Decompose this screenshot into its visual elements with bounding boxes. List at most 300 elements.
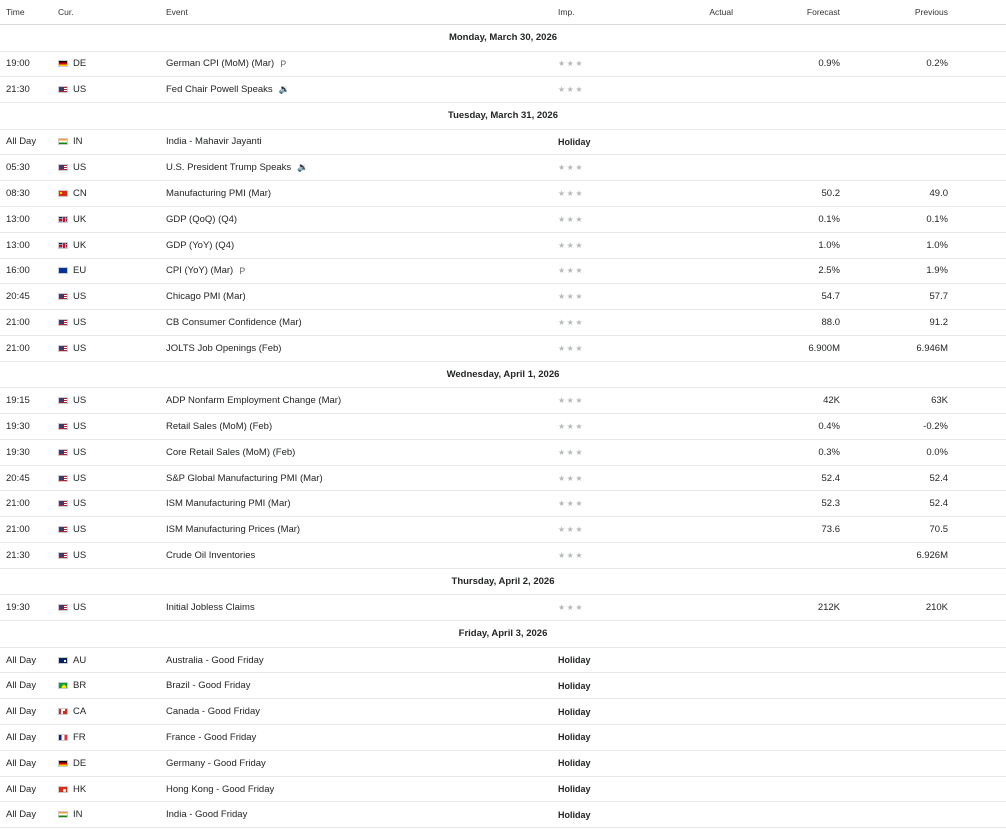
event-importance: [558, 673, 648, 698]
event-time: 21:00: [6, 498, 30, 510]
event-time: All Day: [6, 706, 37, 718]
event-forecast: 42K: [823, 395, 840, 407]
event-time: 19:00: [6, 58, 30, 70]
event-row[interactable]: [0, 517, 1006, 543]
header-time[interactable]: Time: [6, 7, 25, 17]
event-currency: [58, 130, 158, 155]
event-actual: [680, 673, 733, 698]
event-time: 05:30: [6, 162, 30, 174]
currency-code: IN: [73, 136, 83, 148]
event-currency: [58, 310, 158, 335]
event-currency: [58, 673, 158, 698]
header-currency[interactable]: Cur.: [58, 7, 74, 17]
event-time: 21:00: [6, 524, 30, 536]
event-forecast: [740, 673, 840, 698]
importance-stars-icon: ★★★: [558, 266, 585, 276]
importance-stars-icon: ★★★: [558, 189, 585, 199]
event-currency: [58, 388, 158, 413]
header-importance[interactable]: Imp.: [558, 7, 575, 17]
event-importance: [558, 802, 648, 827]
event-name-cell: [166, 52, 546, 77]
event-currency: [58, 52, 158, 77]
event-importance: [558, 491, 648, 516]
event-forecast: 88.0: [821, 317, 840, 329]
currency-code: US: [73, 162, 87, 174]
event-actual: [680, 181, 733, 206]
event-name-cell: [166, 181, 546, 206]
event-forecast: [740, 802, 840, 827]
event-previous: [848, 725, 948, 750]
importance-stars-icon: ★★★: [558, 603, 585, 613]
flag-us-icon: [58, 449, 68, 456]
holiday-label: Holiday: [558, 655, 591, 666]
event-previous: 0.1%: [926, 213, 948, 225]
event-forecast: 52.4: [821, 472, 840, 484]
event-currency: [58, 777, 158, 802]
event-name-cell: [166, 543, 546, 568]
event-row[interactable]: [0, 802, 1006, 828]
event-currency: [58, 648, 158, 673]
event-actual: [680, 440, 733, 465]
table-body: [0, 25, 1006, 828]
event-forecast: 52.3: [821, 498, 840, 510]
flag-us-icon: [58, 526, 68, 533]
event-name-cell: [166, 130, 546, 155]
currency-code: CN: [73, 188, 87, 200]
event-name-link[interactable]: Crude Oil Inventories: [166, 549, 256, 561]
event-time: 21:30: [6, 84, 30, 96]
currency-code: DE: [73, 58, 87, 70]
importance-stars-icon: ★★★: [558, 396, 585, 406]
event-currency: [58, 466, 158, 491]
event-name-cell: [166, 388, 546, 413]
event-name-link[interactable]: Canada - Good Friday: [166, 706, 260, 718]
event-name-link[interactable]: ISM Manufacturing Prices (Mar): [166, 524, 301, 536]
header-forecast[interactable]: Forecast: [806, 7, 840, 17]
event-time: 21:00: [6, 317, 30, 329]
event-name-link[interactable]: Australia - Good Friday: [166, 654, 264, 666]
event-previous: 49.0: [929, 188, 948, 200]
importance-stars-icon: ★★★: [558, 163, 585, 173]
event-currency: [58, 181, 158, 206]
event-row[interactable]: [0, 751, 1006, 777]
event-actual: [680, 52, 733, 77]
date-header: Monday, March 30, 2026: [0, 25, 1006, 52]
event-currency: [58, 699, 158, 724]
event-currency: [58, 259, 158, 284]
event-row[interactable]: [0, 207, 1006, 233]
event-row[interactable]: [0, 155, 1006, 181]
event-actual: [680, 466, 733, 491]
event-name-link[interactable]: CPI (YoY) (Mar): [166, 265, 234, 277]
event-row[interactable]: [0, 648, 1006, 674]
importance-stars-icon: ★★★: [558, 59, 585, 69]
event-forecast: [740, 751, 840, 776]
event-currency: [58, 725, 158, 750]
event-name-link[interactable]: Chicago PMI (Mar): [166, 291, 246, 303]
event-name-cell: [166, 310, 546, 335]
event-time: All Day: [6, 809, 37, 821]
event-importance: [558, 77, 648, 102]
header-actual[interactable]: Actual: [709, 7, 733, 17]
importance-stars-icon: ★★★: [558, 550, 585, 560]
event-time: 13:00: [6, 213, 30, 225]
event-currency: [58, 77, 158, 102]
event-name-link[interactable]: Initial Jobless Claims: [166, 602, 255, 614]
event-importance: [558, 414, 648, 439]
event-previous: [848, 77, 948, 102]
event-previous: [848, 130, 948, 155]
currency-code: IN: [73, 809, 83, 821]
flag-us-icon: [58, 475, 68, 482]
event-name-cell: [166, 648, 546, 673]
currency-code: UK: [73, 213, 87, 225]
flag-us-icon: [58, 164, 68, 171]
event-previous: -0.2%: [923, 420, 948, 432]
currency-code: US: [73, 291, 87, 303]
currency-code: US: [73, 446, 87, 458]
event-name-link[interactable]: U.S. President Trump Speaks: [166, 162, 292, 174]
event-importance: [558, 284, 648, 309]
currency-code: US: [73, 317, 87, 329]
event-time: 19:30: [6, 446, 30, 458]
event-importance: [558, 751, 648, 776]
event-name-link[interactable]: Brazil - Good Friday: [166, 680, 251, 692]
event-name-cell: [166, 595, 546, 620]
event-row[interactable]: [0, 673, 1006, 699]
event-previous: 52.4: [929, 472, 948, 484]
event-importance: [558, 259, 648, 284]
event-previous: [848, 648, 948, 673]
event-time: All Day: [6, 731, 37, 743]
event-name-link[interactable]: German CPI (MoM) (Mar): [166, 58, 275, 70]
holiday-label: Holiday: [558, 706, 591, 717]
flag-us-icon: [58, 500, 68, 507]
event-name-cell: [166, 259, 546, 284]
flag-in-icon: [58, 811, 68, 818]
flag-cn-icon: [58, 190, 68, 197]
event-time: All Day: [6, 654, 37, 666]
event-row[interactable]: [0, 491, 1006, 517]
flag-de-icon: [58, 60, 68, 67]
event-name-cell: [166, 673, 546, 698]
holiday-label: Holiday: [558, 136, 591, 147]
event-actual: [680, 259, 733, 284]
currency-code: EU: [73, 265, 87, 277]
event-time: 21:30: [6, 549, 30, 561]
flag-uk-icon: [58, 216, 68, 223]
event-previous: 63K: [931, 395, 948, 407]
date-header: Tuesday, March 31, 2026: [0, 103, 1006, 130]
currency-code: HK: [73, 783, 87, 795]
event-forecast: [740, 777, 840, 802]
event-actual: [680, 725, 733, 750]
speaker-icon: 🔉: [278, 84, 290, 95]
holiday-label: Holiday: [558, 758, 591, 769]
event-forecast: 0.9%: [818, 58, 840, 70]
event-name-link[interactable]: JOLTS Job Openings (Feb): [166, 342, 282, 354]
flag-us-icon: [58, 345, 68, 352]
event-row[interactable]: [0, 725, 1006, 751]
event-time: All Day: [6, 680, 37, 692]
event-time: All Day: [6, 136, 37, 148]
event-actual: [680, 284, 733, 309]
importance-stars-icon: ★★★: [558, 499, 585, 509]
event-forecast: 212K: [817, 602, 840, 614]
flag-us-icon: [58, 397, 68, 404]
event-actual: [680, 155, 733, 180]
event-previous: [848, 777, 948, 802]
event-name-cell: [166, 207, 546, 232]
event-previous: [848, 155, 948, 180]
event-row[interactable]: [0, 336, 1006, 362]
event-currency: [58, 751, 158, 776]
preliminary-icon: P: [280, 58, 287, 69]
table-header: [0, 0, 1006, 25]
importance-stars-icon: ★★★: [558, 214, 585, 224]
event-name-cell: [166, 491, 546, 516]
event-importance: [558, 777, 648, 802]
event-currency: [58, 517, 158, 542]
event-forecast: 1.0%: [818, 239, 840, 251]
currency-code: US: [73, 342, 87, 354]
flag-us-icon: [58, 604, 68, 611]
event-name-link[interactable]: India - Good Friday: [166, 809, 248, 821]
event-name-link[interactable]: ADP Nonfarm Employment Change (Mar): [166, 395, 342, 407]
event-name-cell: [166, 802, 546, 827]
event-row[interactable]: [0, 777, 1006, 803]
event-importance: [558, 699, 648, 724]
event-row[interactable]: [0, 284, 1006, 310]
event-name-cell: [166, 777, 546, 802]
event-actual: [680, 491, 733, 516]
holiday-label: Holiday: [558, 784, 591, 795]
event-name-cell: [166, 336, 546, 361]
flag-us-icon: [58, 552, 68, 559]
event-currency: [58, 595, 158, 620]
event-name-cell: [166, 77, 546, 102]
event-actual: [680, 751, 733, 776]
event-time: 08:30: [6, 188, 30, 200]
event-actual: [680, 699, 733, 724]
event-forecast: 54.7: [821, 291, 840, 303]
currency-code: US: [73, 395, 87, 407]
event-name-link[interactable]: S&P Global Manufacturing PMI (Mar): [166, 472, 323, 484]
flag-de-icon: [58, 760, 68, 767]
event-actual: [680, 207, 733, 232]
event-name-link[interactable]: India - Mahavir Jayanti: [166, 136, 262, 148]
event-importance: [558, 310, 648, 335]
currency-code: US: [73, 472, 87, 484]
event-previous: 57.7: [929, 291, 948, 303]
event-name-link[interactable]: ISM Manufacturing PMI (Mar): [166, 498, 291, 510]
event-forecast: 2.5%: [818, 265, 840, 277]
event-row[interactable]: [0, 130, 1006, 156]
event-row[interactable]: [0, 77, 1006, 103]
event-name-cell: [166, 466, 546, 491]
event-name-cell: [166, 751, 546, 776]
event-row[interactable]: [0, 388, 1006, 414]
event-previous: 1.9%: [926, 265, 948, 277]
event-previous: [848, 673, 948, 698]
event-currency: [58, 491, 158, 516]
event-name-link[interactable]: CB Consumer Confidence (Mar): [166, 317, 302, 329]
currency-code: US: [73, 420, 87, 432]
event-currency: [58, 440, 158, 465]
event-row[interactable]: [0, 181, 1006, 207]
event-previous: 6.946M: [916, 342, 948, 354]
event-name-link[interactable]: Fed Chair Powell Speaks: [166, 84, 273, 96]
flag-au-icon: [58, 657, 68, 664]
event-actual: [680, 414, 733, 439]
flag-us-icon: [58, 319, 68, 326]
date-header: Thursday, April 2, 2026: [0, 569, 1006, 596]
holiday-label: Holiday: [558, 680, 591, 691]
event-importance: [558, 233, 648, 258]
event-previous: [848, 802, 948, 827]
event-row[interactable]: [0, 259, 1006, 285]
currency-code: US: [73, 524, 87, 536]
event-name-link[interactable]: GDP (QoQ) (Q4): [166, 213, 238, 225]
event-forecast: 0.3%: [818, 446, 840, 458]
event-forecast: 0.1%: [818, 213, 840, 225]
speaker-icon: 🔉: [297, 162, 309, 173]
event-time: 19:30: [6, 420, 30, 432]
event-forecast: [740, 648, 840, 673]
event-time: All Day: [6, 783, 37, 795]
event-time: 16:00: [6, 265, 30, 277]
currency-code: US: [73, 84, 87, 96]
event-importance: [558, 155, 648, 180]
holiday-label: Holiday: [558, 732, 591, 743]
event-actual: [680, 543, 733, 568]
importance-stars-icon: ★★★: [558, 343, 585, 353]
currency-code: BR: [73, 680, 87, 692]
event-row[interactable]: [0, 699, 1006, 725]
currency-code: AU: [73, 654, 87, 666]
currency-code: US: [73, 549, 87, 561]
event-name-link[interactable]: Hong Kong - Good Friday: [166, 783, 275, 795]
event-importance: [558, 517, 648, 542]
event-actual: [680, 130, 733, 155]
flag-us-icon: [58, 423, 68, 430]
event-importance: [558, 466, 648, 491]
event-actual: [680, 802, 733, 827]
event-previous: 52.4: [929, 498, 948, 510]
event-name-link[interactable]: GDP (YoY) (Q4): [166, 239, 235, 251]
event-forecast: 73.6: [821, 524, 840, 536]
event-importance: [558, 207, 648, 232]
event-actual: [680, 310, 733, 335]
event-currency: [58, 155, 158, 180]
event-actual: [680, 777, 733, 802]
event-importance: [558, 181, 648, 206]
event-actual: [680, 648, 733, 673]
event-row[interactable]: [0, 52, 1006, 78]
event-importance: [558, 52, 648, 77]
event-actual: [680, 233, 733, 258]
event-name-link[interactable]: Manufacturing PMI (Mar): [166, 188, 272, 200]
event-importance: [558, 595, 648, 620]
event-name-link[interactable]: Retail Sales (MoM) (Feb): [166, 420, 273, 432]
event-previous: 0.2%: [926, 58, 948, 70]
event-importance: [558, 440, 648, 465]
event-forecast: 50.2: [821, 188, 840, 200]
event-importance: [558, 648, 648, 673]
event-time: 19:30: [6, 602, 30, 614]
importance-stars-icon: ★★★: [558, 421, 585, 431]
event-name-cell: [166, 284, 546, 309]
importance-stars-icon: ★★★: [558, 240, 585, 250]
importance-stars-icon: ★★★: [558, 473, 585, 483]
flag-us-icon: [58, 86, 68, 93]
event-name-cell: [166, 414, 546, 439]
event-name-cell: [166, 155, 546, 180]
event-time: 13:00: [6, 239, 30, 251]
event-forecast: [740, 699, 840, 724]
flag-in-icon: [58, 138, 68, 145]
event-forecast: [740, 725, 840, 750]
event-forecast: 0.4%: [818, 420, 840, 432]
flag-ca-icon: [58, 708, 68, 715]
event-name-link[interactable]: France - Good Friday: [166, 731, 257, 743]
event-currency: [58, 543, 158, 568]
event-previous: 0.0%: [926, 446, 948, 458]
event-row[interactable]: [0, 543, 1006, 569]
event-currency: [58, 802, 158, 827]
event-row[interactable]: [0, 466, 1006, 492]
flag-us-icon: [58, 293, 68, 300]
event-name-link[interactable]: Germany - Good Friday: [166, 757, 266, 769]
event-currency: [58, 414, 158, 439]
event-previous: [848, 699, 948, 724]
event-actual: [680, 517, 733, 542]
event-row[interactable]: [0, 233, 1006, 259]
event-forecast: [740, 77, 840, 102]
event-previous: 6.926M: [916, 549, 948, 561]
event-previous: 1.0%: [926, 239, 948, 251]
event-row[interactable]: [0, 595, 1006, 621]
event-name-link[interactable]: Core Retail Sales (MoM) (Feb): [166, 446, 296, 458]
importance-stars-icon: ★★★: [558, 525, 585, 535]
event-name-cell: [166, 725, 546, 750]
event-row[interactable]: [0, 440, 1006, 466]
event-forecast: [740, 130, 840, 155]
event-importance: [558, 388, 648, 413]
currency-code: CA: [73, 706, 87, 718]
header-event[interactable]: Event: [166, 7, 188, 17]
event-actual: [680, 595, 733, 620]
event-previous: 210K: [925, 602, 948, 614]
flag-eu-icon: [58, 267, 68, 274]
event-name-cell: [166, 699, 546, 724]
header-previous[interactable]: Previous: [914, 7, 948, 17]
event-name-cell: [166, 517, 546, 542]
event-row[interactable]: [0, 310, 1006, 336]
event-time: 20:45: [6, 472, 30, 484]
importance-stars-icon: ★★★: [558, 447, 585, 457]
event-actual: [680, 388, 733, 413]
event-previous: 70.5: [929, 524, 948, 536]
event-importance: [558, 725, 648, 750]
currency-code: FR: [73, 731, 86, 743]
event-row[interactable]: [0, 414, 1006, 440]
event-importance: [558, 543, 648, 568]
importance-stars-icon: ★★★: [558, 318, 585, 328]
importance-stars-icon: ★★★: [558, 85, 585, 95]
flag-hk-icon: [58, 786, 68, 793]
date-header: Wednesday, April 1, 2026: [0, 362, 1006, 389]
